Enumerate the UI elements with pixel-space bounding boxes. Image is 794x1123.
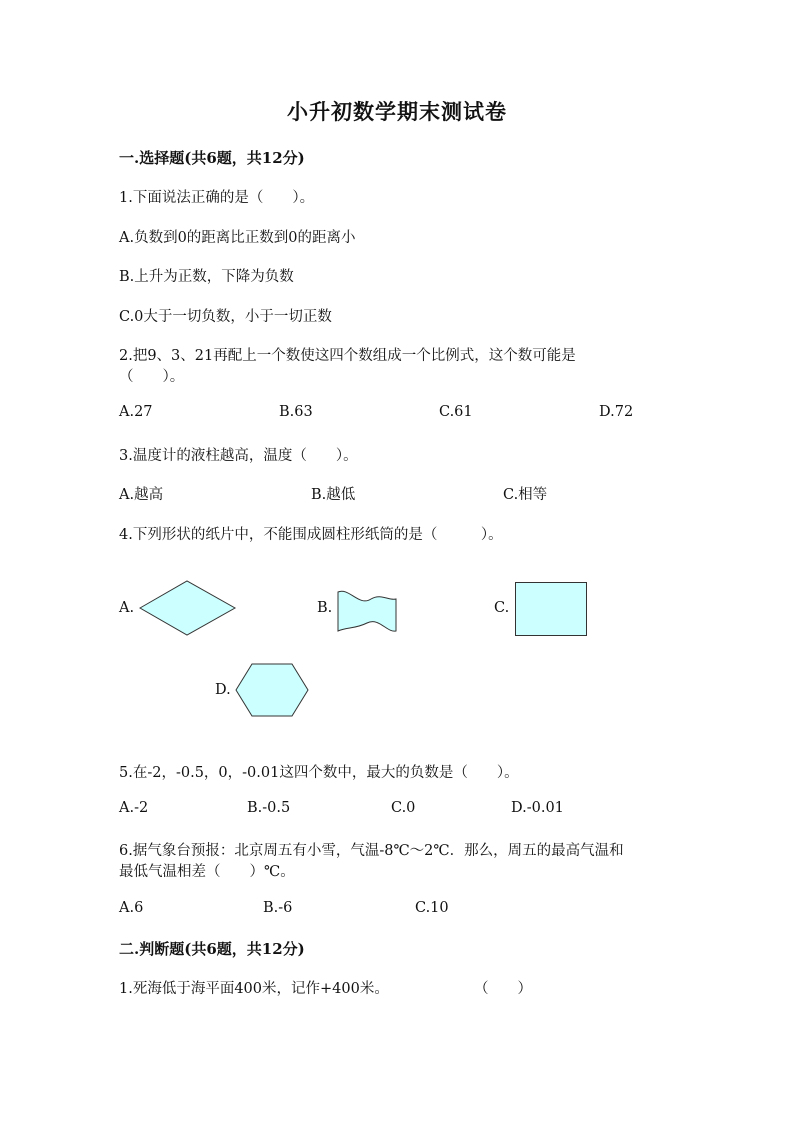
hexagon-shape [234,662,310,718]
judgement-1-stem: 1.死海低于海平面400米，记作+400米。 [119,981,389,997]
question-3-option-b: B.越低 [311,487,356,503]
question-2-stem-line-1: 2.把9、3、21再配上一个数使这四个数组成一个比例式，这个数可能是 [119,348,576,364]
question-4-option-c-label: C. [494,600,510,616]
question-5-option-d: D.-0.01 [511,800,564,816]
question-6-stem-line-2: 最低气温相差（ ）℃。 [119,864,295,880]
question-3-option-c: C.相等 [503,487,548,503]
section-heading-choice: 一.选择题(共6题，共12分) [119,149,305,167]
section-heading-judgement: 二.判断题(共6题，共12分) [119,940,305,958]
question-1-option-a: A.负数到0的距离比正数到0的距离小 [119,230,356,246]
question-3-option-a: A.越高 [119,487,164,503]
question-5-stem: 5.在-2，-0.5，0，-0.01这四个数中，最大的负数是（ ）。 [119,765,519,781]
question-1-option-c: C.0大于一切负数，小于一切正数 [119,309,332,325]
rectangle-shape [514,581,588,637]
question-2-option-c: C.61 [439,404,473,420]
question-5-option-c: C.0 [391,800,416,816]
question-4-option-b-label: B. [317,600,333,616]
question-2-option-a: A.27 [119,404,153,420]
question-5-option-b: B.-0.5 [247,800,291,816]
question-1-option-b: B.上升为正数，下降为负数 [119,269,294,285]
rhombus-shape [138,579,238,637]
question-4-option-d-label: D. [215,682,231,698]
question-2-option-d: D.72 [599,404,634,420]
question-6-option-a: A.6 [119,900,144,916]
wavy-sheet-shape [335,589,399,634]
question-4-option-a-label: A. [119,600,135,616]
question-6-option-b: B.-6 [263,900,293,916]
question-6-stem-line-1: 6.据气象台预报：北京周五有小雪，气温-8℃～2℃．那么，周五的最高气温和 [119,843,624,859]
question-2-option-b: B.63 [279,404,313,420]
question-3-stem: 3.温度计的液柱越高，温度（ ）。 [119,448,358,464]
question-4-stem: 4.下列形状的纸片中，不能围成圆柱形纸筒的是（ ）。 [119,527,503,543]
question-6-option-c: C.10 [415,900,449,916]
page-title: 小升初数学期末测试卷 [287,99,507,124]
judgement-1-answer-blank: （ ） [474,981,532,997]
question-2-stem-line-2: （ ）。 [119,369,185,385]
question-5-option-a: A.-2 [119,800,149,816]
question-1-stem: 1.下面说法正确的是（ ）。 [119,190,315,206]
